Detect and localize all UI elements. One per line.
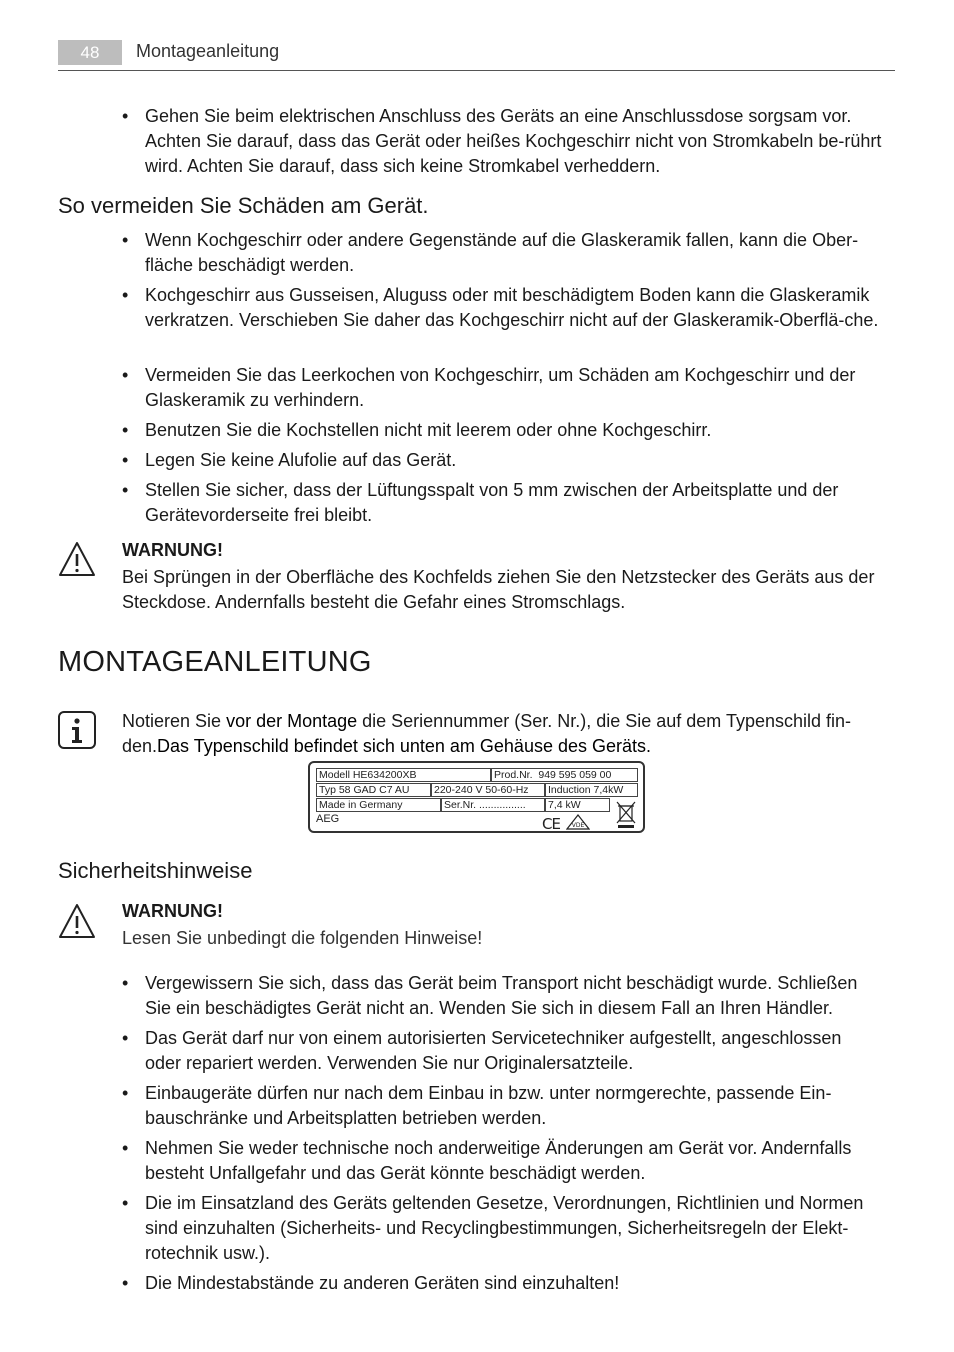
list-item-text: Wenn Kochgeschirr oder andere Gegenstände auf die Glaskeramik fallen, kann die Ober-fläche beschädigt werden.: [145, 230, 859, 275]
list-item: [122, 418, 882, 443]
warning-triangle-icon: [57, 540, 97, 580]
approval-mark-icon: [566, 814, 590, 830]
info-text-part3: Das Typenschild befindet sich unten am Gehäuse des Geräts.: [157, 736, 652, 756]
page-title: MONTAGEANLEITUNG: [58, 646, 372, 678]
list-item: [122, 1081, 882, 1131]
plate-prod-value: 949 595 059 00: [538, 769, 612, 781]
bullet: •: [122, 450, 129, 470]
list-item: [122, 283, 882, 333]
list-item-text: Kochgeschirr aus Gusseisen, Aluguss oder mit beschädigtem Boden kann die Glaskeramik verkratzen. Verschieben Sie daher das Kochgeschirr nicht auf der Glaskeramik-Oberflä-che.: [145, 285, 879, 330]
list-item: [122, 228, 882, 278]
list-item-text: Die Mindestabstände zu anderen Geräten sind einzuhalten!: [145, 1273, 620, 1293]
ce-mark: CE: [542, 815, 560, 833]
bullet: •: [122, 1193, 129, 1213]
section-heading-damage: So vermeiden Sie Schäden am Gerät.: [58, 193, 429, 218]
list-item-text: Das Gerät darf nur von einem autorisierten Servicetechniker aufgestellt, angeschlossen oder repariert werden. Verwenden Sie nur Originalersatzteile.: [145, 1028, 842, 1073]
list-item-text: Vermeiden Sie das Leerkochen von Kochgeschirr, um Schäden am Kochgeschirr und der Glaskeramik zu verhindern.: [145, 365, 856, 410]
plate-serial: Ser.Nr. ................: [441, 798, 545, 812]
list-item-text: Die im Einsatzland des Geräts geltenden Gesetze, Verordnungen, Richtlinien und Normen sind einzuhalten (Sicherheits- und Recyclingbestimmungen, Sicherheitsregeln der Elekt-rotechnik usw.).: [145, 1193, 864, 1263]
bullet: •: [122, 285, 129, 305]
info-text: [122, 709, 894, 759]
list-item-text: Vergewissern Sie sich, dass das Gerät beim Transport nicht beschädigt wurde. Schließen Sie ein beschädigtes Gerät nicht an. Wenden Sie sich in diesem Fall an Ihren Händler.: [145, 973, 858, 1018]
info-emphasis: vor der Montage: [226, 711, 358, 731]
bullet: •: [122, 973, 129, 993]
warning-text: Bei Sprüngen in der Oberfläche des Kochfelds ziehen Sie den Netzstecker des Geräts aus der Steckdose. Andernfalls besteht die Gefahr eines Stromschlags.: [122, 567, 875, 612]
warning-title: WARNUNG!: [122, 540, 223, 560]
list-item: [122, 1136, 882, 1186]
list-item-text: Stellen Sie sicher, dass der Lüftungsspalt von 5 mm zwischen der Arbeitsplatte und der Gerätevorderseite frei bleibt.: [145, 480, 839, 525]
info-text-part1: Notieren Sie: [122, 711, 227, 731]
list-item-text: Gehen Sie beim elektrischen Anschluss des Geräts an eine Anschlussdose sorgsam vor. Achten Sie darauf, dass das Gerät oder heißes Kochgeschirr nicht von Stromkabeln be-rührt wird. Achten Sie darauf, dass sich keine Stromkabel verheddern.: [145, 106, 882, 176]
section-heading-safety: Sicherheitshinweise: [58, 858, 253, 883]
bullet: •: [122, 365, 129, 385]
info-text-part2: die Seriennummer (Ser. Nr.), die Sie auf dem Typenschild fin-den.: [122, 711, 852, 756]
list-item-text: Benutzen Sie die Kochstellen nicht mit leerem oder ohne Kochgeschirr.: [145, 420, 712, 440]
list-item: [122, 1271, 882, 1296]
plate-type: Typ 58 GAD C7 AU: [316, 783, 431, 797]
header-section-title: Montageanleitung: [136, 41, 280, 61]
list-item: [122, 104, 882, 179]
bullet: •: [122, 1138, 129, 1158]
list-item-text: Nehmen Sie weder technische noch anderweitige Änderungen am Gerät vor. Andernfalls besteht Unfallgefahr und das Gerät könnte beschädigt werden.: [145, 1138, 852, 1183]
page-header: [58, 40, 895, 71]
plate-made-in: Made in Germany: [316, 798, 441, 812]
list-item-text: Legen Sie keine Alufolie auf das Gerät.: [145, 450, 457, 470]
list-item-text: Einbaugeräte dürfen nur nach dem Einbau in bzw. unter normgerechte, passende Ein-bauschränke und Arbeitsplatten betrieben werden.: [145, 1083, 832, 1128]
warning-title: WARNUNG!: [122, 901, 223, 921]
plate-power: 7,4 kW: [545, 798, 610, 812]
bullet: •: [122, 1083, 129, 1103]
list-item: [122, 363, 882, 413]
list-item: [122, 448, 882, 473]
bullet: •: [122, 230, 129, 250]
crossed-bin-icon: [615, 800, 637, 830]
list-item: [122, 1191, 882, 1266]
plate-model: Modell HE634200XB: [316, 768, 491, 782]
rating-plate: [308, 761, 645, 833]
plate-induction: Induction 7,4kW: [545, 783, 638, 797]
bullet: •: [122, 420, 129, 440]
plate-brand: AEG: [316, 813, 340, 825]
warning-text: Lesen Sie unbedingt die folgenden Hinweise!: [122, 928, 483, 948]
bullet: •: [122, 480, 129, 500]
plate-voltage: 220-240 V 50-60-Hz: [431, 783, 545, 797]
list-item: [122, 1026, 882, 1076]
page-number: 48: [58, 40, 122, 65]
plate-prod-nr: [491, 768, 638, 782]
bullet: •: [122, 1028, 129, 1048]
list-item: [122, 478, 882, 528]
bullet: •: [122, 1273, 129, 1293]
warning-triangle-icon: [57, 902, 97, 942]
plate-prod-label: Prod.Nr.: [494, 769, 533, 781]
info-icon: [57, 710, 97, 750]
svg-text:VDE: VDE: [571, 822, 585, 829]
list-item: [122, 971, 882, 1021]
bullet: •: [122, 106, 129, 126]
